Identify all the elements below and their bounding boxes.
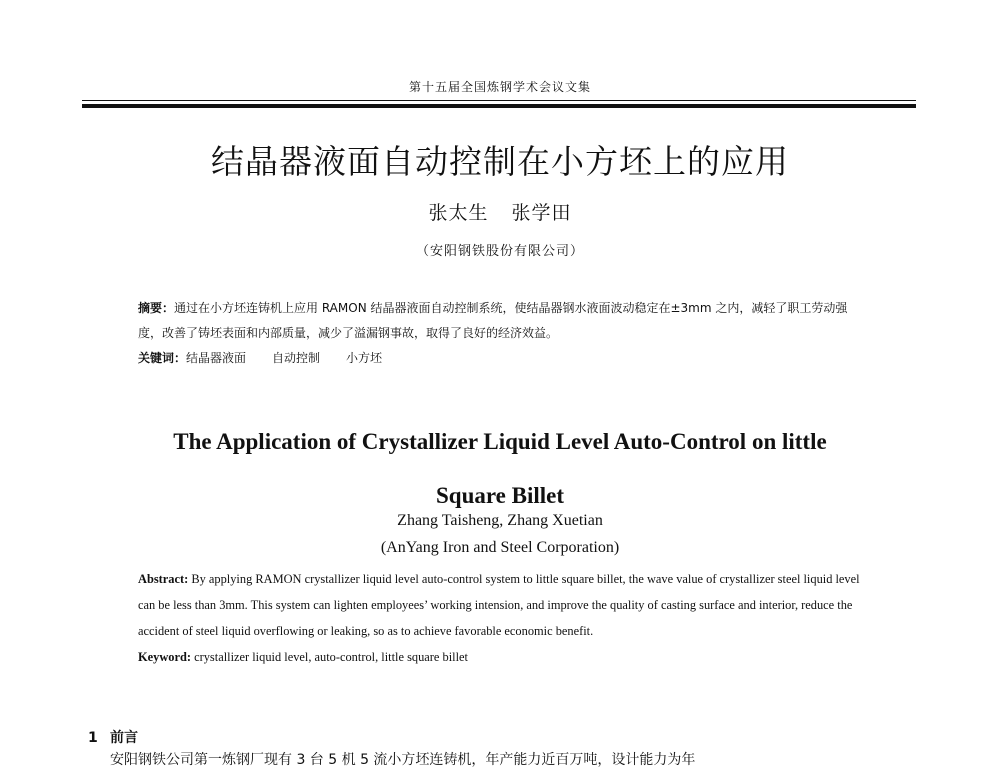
english-authors: Zhang Taisheng, Zhang Xuetian: [397, 512, 603, 529]
english-abstract: [138, 566, 874, 670]
chinese-author-1: 张太生: [428, 202, 489, 224]
english-title-line-1: The Application of Crystallizer Liquid Level Auto-Control on little: [173, 429, 827, 454]
chinese-keyword-3: 小方坯: [346, 351, 383, 365]
section-title: 前言: [110, 730, 138, 746]
chinese-abstract-text: 通过在小方坯连铸机上应用 RAMON 结晶器液面自动控制系统，使结晶器钢水液面波动稳定在±3mm 之内，减轻了职工劳动强度，改善了铸坯表面和内部质量，减少了溢漏钢事故，取得了良好的经济效益。: [138, 301, 848, 340]
english-title-line-2: Square Billet: [435, 483, 564, 508]
section-number: 1: [88, 730, 98, 746]
chinese-keywords: [138, 346, 868, 371]
chinese-affiliation: （安阳钢铁股份有限公司）: [415, 244, 584, 259]
chinese-abstract: [138, 296, 868, 371]
english-keywords-text: crystallizer liquid level, auto-control, little square billet: [194, 650, 468, 664]
english-keywords-label: Keyword:: [138, 650, 191, 664]
header-rule-thick: [82, 104, 916, 108]
section-heading-introduction: [88, 727, 138, 747]
chinese-title: 结晶器液面自动控制在小方坯上的应用: [211, 142, 789, 181]
header-rule-thin: [82, 100, 916, 101]
english-keywords: [138, 644, 874, 670]
chinese-abstract-paragraph: [138, 296, 868, 346]
english-abstract-paragraph: [138, 566, 874, 644]
running-header: 第十五届全国炼钢学术会议文集: [408, 80, 591, 94]
chinese-keywords-label: 关键词：: [138, 351, 187, 365]
english-abstract-text: By applying RAMON crystallizer liquid level auto-control system to little square billet, the wave value of crystallizer steel liquid level can be less than 3mm. This system can lighten employees’ working intension, and improve the quality of casting surface and interior, reduce the accident of steel liquid overflowing or leaking, so as to achieve favorable economic benefit.: [138, 572, 860, 638]
english-abstract-label: Abstract:: [138, 572, 189, 586]
body-text-line: 安阳钢铁公司第一炼钢厂现有 3 台 5 机 5 流小方坯连铸机，年产能力近百万吨，设计能力为年: [110, 752, 696, 768]
chinese-authors: [0, 198, 1000, 225]
chinese-author-2: 张学田: [511, 202, 572, 224]
chinese-abstract-label: 摘要：: [138, 301, 175, 315]
english-affiliation: (AnYang Iron and Steel Corporation): [380, 539, 620, 556]
chinese-keyword-1: 结晶器液面: [186, 351, 247, 365]
english-title: [100, 415, 900, 523]
chinese-keyword-2: 自动控制: [272, 351, 321, 365]
